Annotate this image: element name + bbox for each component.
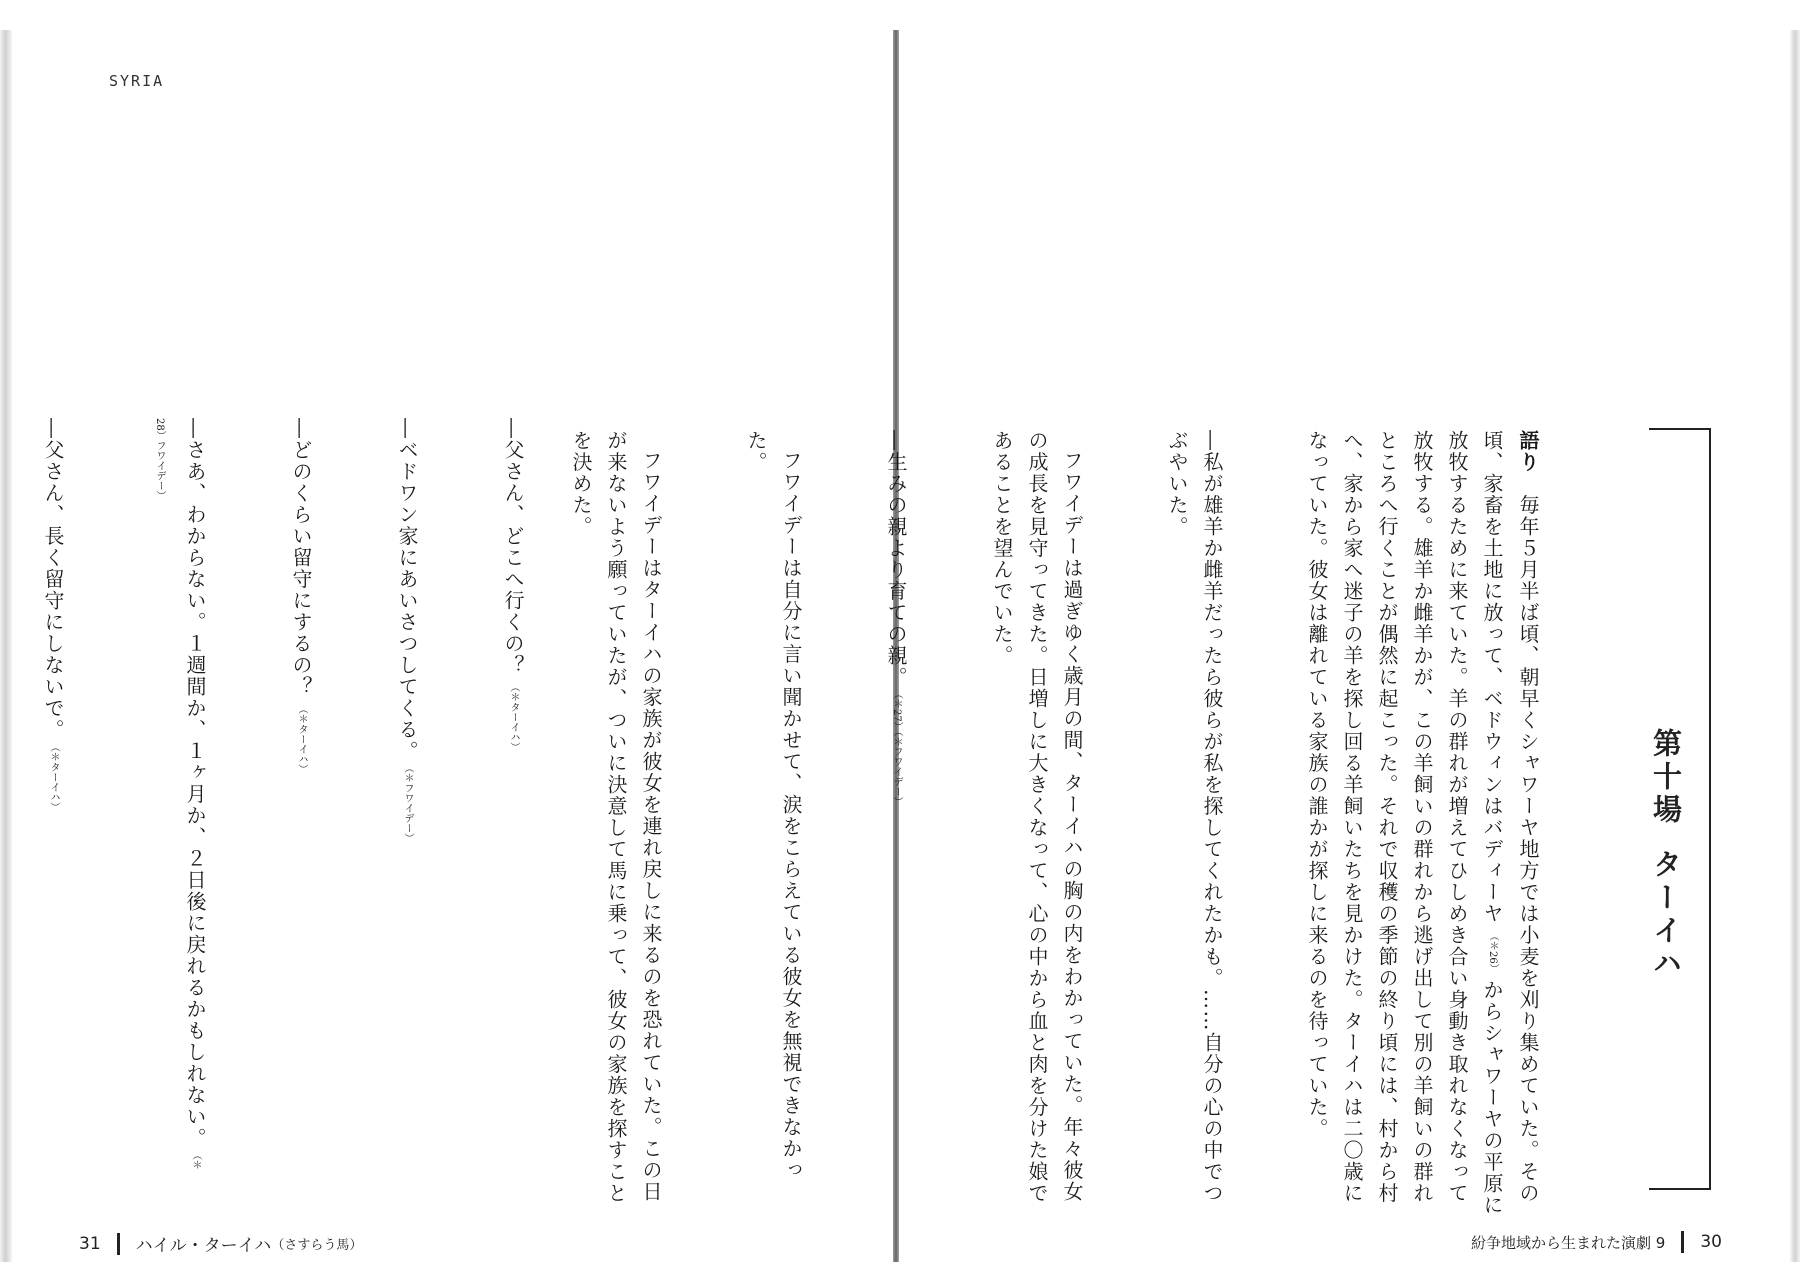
footer-right xyxy=(1471,1231,1722,1253)
paragraph-narration-4: フワイデーはターイハの家族が彼女を連れ戻しに来るのを恐れていた。この日が来ないよう願っていたが、ついに決意して馬に乗って、彼女の家族を探すことを決めた。 xyxy=(569,430,663,1204)
page-number-right: 30 xyxy=(1700,1232,1722,1252)
dialogue-text: ―どのくらい留守にするの？ xyxy=(289,418,313,698)
dialogue-text: ―さあ、わからない。１週間か、１ヶ月か、２日後に戻れるかもしれない。 xyxy=(183,418,207,1149)
scene-number: 第十場 xyxy=(1649,728,1683,827)
paragraph-text: からシャワーヤの平原に放牧するために来ていた。羊の群れが増えてひしめき合い身動き取れなくなって放牧する。雄羊か雌羊かが、この羊飼いの群れから逃げ出して別の羊飼いの群れところへ行くことが偶然に起こった。それで収穫の季節の終り頃には、村から村へ、家から家へ迷子の羊を探し回る羊飼いたちを見かけた。ターイハは二〇歳になっていた。彼女は離れている家族の誰かが探しに来るのを待っていた。 xyxy=(1305,430,1504,1216)
left-page-body xyxy=(41,418,601,1178)
paragraph-narration-2: フワイデーは過ぎゆく歳月の間、ターイハの胸の内をわかっていた。年々彼女の成長を見守ってきた。日増しに大きくなって、心の中から血と肉を分けた娘であることを望んでいた。 xyxy=(990,430,1084,1204)
speaker-annotation: （＊ターイハ） xyxy=(508,682,519,752)
running-header-country: SYRIA xyxy=(109,72,165,90)
quote-taiha-1: ―私が雄羊か雌羊だったら彼らが私を探してくれたかも。……自分の心の中でつぶやいた。 xyxy=(1165,430,1224,1204)
speaker-annotation: （＊ターイハ） xyxy=(48,746,59,812)
book-subtitle: （さすらう馬） xyxy=(271,1238,363,1253)
annotation-27: （＊27）（＊フワイデー） xyxy=(891,694,902,807)
speaker-annotation: （＊ターイハ） xyxy=(296,703,307,774)
page-number-left: 31 xyxy=(79,1233,101,1254)
dialogue-line xyxy=(141,418,213,1178)
scene-name: ターイハ xyxy=(1649,849,1683,981)
page-edge-right xyxy=(1790,30,1800,1262)
quote-proverb xyxy=(878,430,914,1220)
dialogue-line xyxy=(495,418,531,1178)
series-title: 紛争地域から生まれた演劇 9 xyxy=(1471,1233,1666,1252)
speaker-annotation: （＊フワイデー） xyxy=(402,768,413,843)
dialogue-text: ―父さん、長く留守にしないで。 xyxy=(41,418,65,741)
dialogue-text: ―ベドワン家にあいさつしてくる。 xyxy=(395,418,419,762)
annotation-26: （＊26） xyxy=(1487,930,1498,974)
dialogue-line xyxy=(283,418,319,1178)
paragraph-text: 毎年５月半ば頃、朝早くシャワーヤ地方では小麦を刈り集めていた。その頃、家畜を土地に放って、ベドウィンはバディーヤ xyxy=(1480,430,1540,1204)
footer-separator xyxy=(117,1233,120,1255)
footer-separator xyxy=(1681,1231,1684,1253)
quote-text: ―生みの親より育ての親。 xyxy=(884,430,908,688)
dialogue-line xyxy=(35,418,71,1178)
narration-label: 語り xyxy=(1516,430,1540,473)
footer-left xyxy=(79,1231,362,1256)
paragraph-narration-3: フワイデーは自分に言い聞かせて、涙をこらえている彼女を無視できなかった。 xyxy=(744,430,803,1181)
book-title: ハイル・ターイハ xyxy=(135,1236,272,1256)
paragraph-narration-1 xyxy=(1299,430,1545,1220)
speaker-annotation: （＊28）フワイデー） xyxy=(154,418,201,1170)
dialogue-line xyxy=(389,418,425,1178)
dialogue-text: ―父さん、どこへ行くの？ xyxy=(501,418,525,676)
right-page-body xyxy=(569,430,1615,1220)
scene-title xyxy=(1646,706,1687,981)
